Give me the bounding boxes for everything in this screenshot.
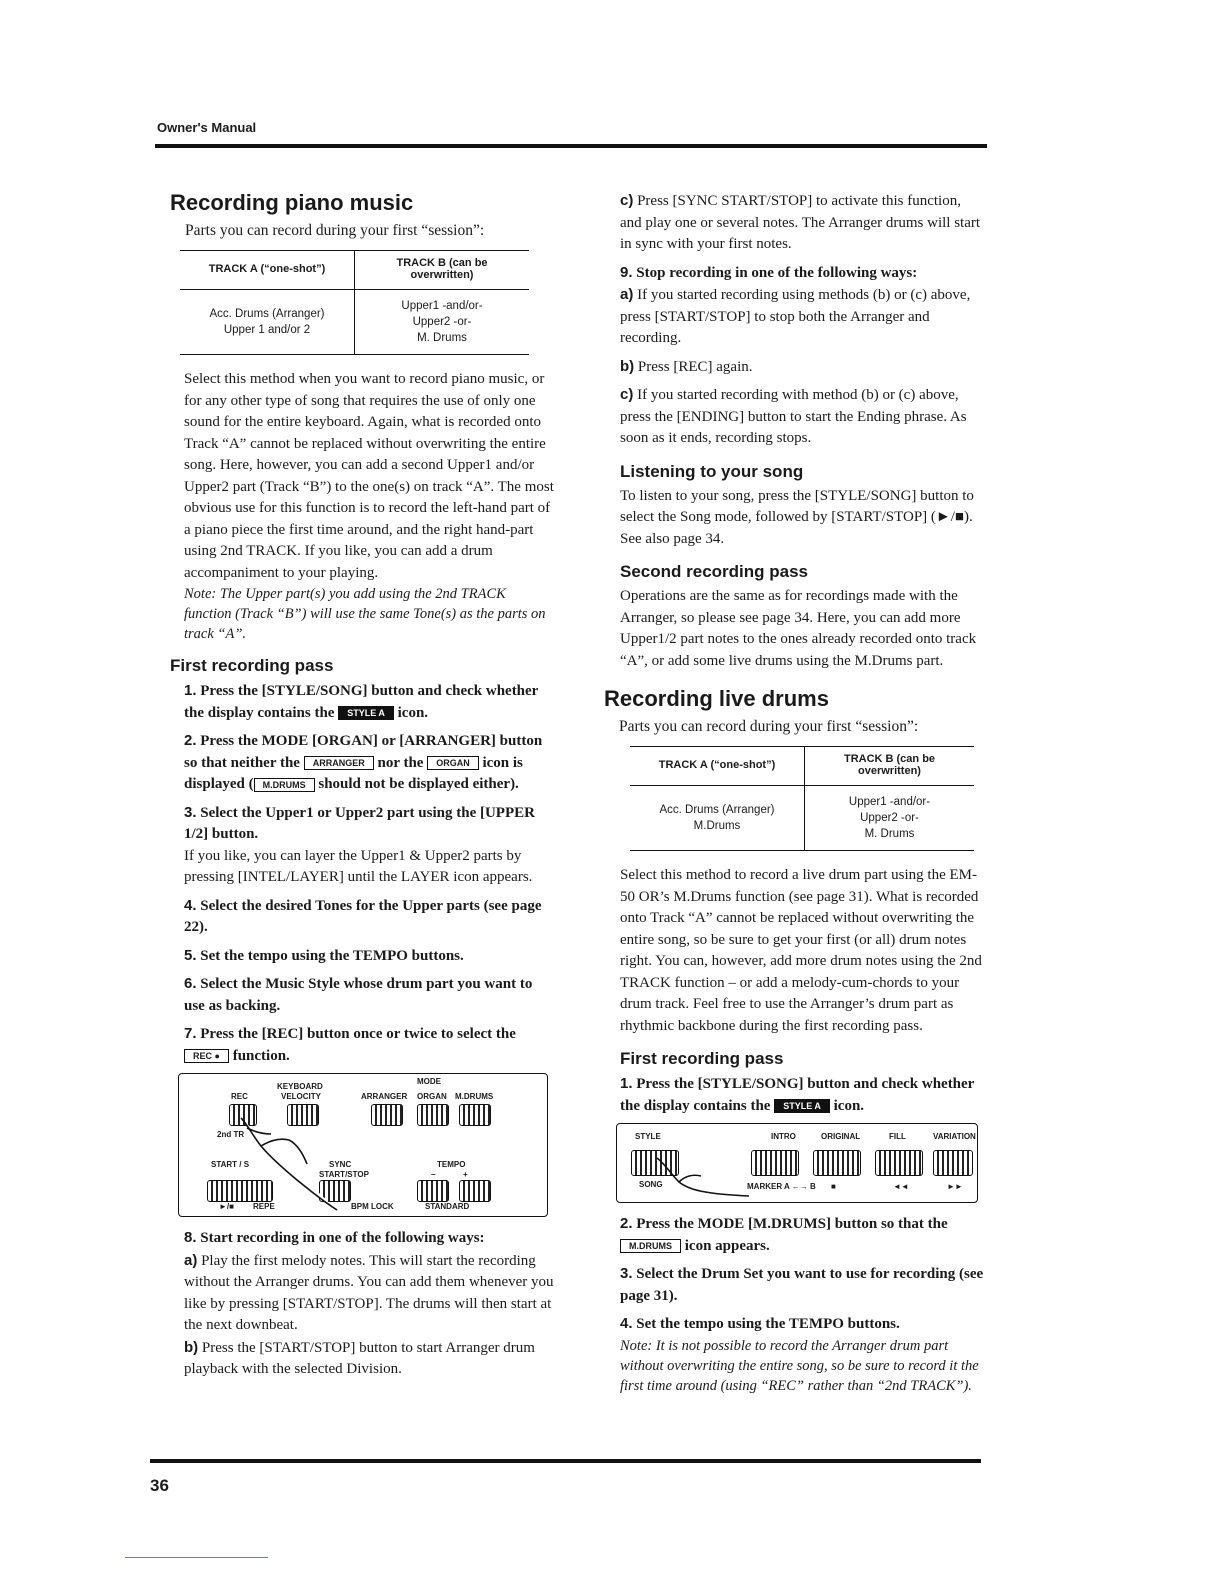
live-drums-lead: Parts you can record during your first “session”: [619,718,919,735]
panel-label: ◄◄ [893,1182,909,1191]
panel-label: ORGAN [417,1092,447,1101]
step-text: Press the [STYLE/SONG] button and check whether the display contains the [184,683,539,721]
drums-step-2 [620,1213,984,1257]
step-number: 4. [184,896,197,914]
step-text: nor the [377,754,424,771]
step-9 [620,262,984,285]
step-number: 4. [620,1315,633,1332]
step-5 [184,945,555,968]
table-header-track-a: TRACK A (“one-shot”) [180,251,355,290]
tempo-plus-button[interactable] [459,1180,491,1202]
step-text: Select the Music Style whose drum part you want to use as backing. [184,976,533,1014]
rec-panel-illustration [178,1073,548,1217]
step-number: 1. [184,682,197,699]
piano-intro: Select this method when you want to record piano music, or for any other type of song that requires the use of only one sound for the entire keyboard. Again, what is recorded onto Track “A” cannot be replaced without overwriting the entire song. Here, however, you can add a second Upper1 and/or Upper2 part (Track “B”) to the one(s) on track “A”. The most obvious use for this function is to record the left-hand part of a piano piece the first time around, and the right hand-part using 2nd TRACK. If you like, you can add a drum accompaniment to your playing. [184,371,554,581]
table-cell-track-a [630,786,805,851]
step-1 [184,680,555,724]
step-6 [184,973,555,1017]
tempo-minus-button[interactable] [417,1180,449,1202]
piano-note: Note: The Upper part(s) you add using the 2nd TRACK function (Track “B”) will use the same Tone(s) as the parts on track “A”. [184,586,546,642]
option-text: Press [SYNC START/STOP] to activate this function, and play one or several notes. The Arranger drums will start in sync with your first notes. [620,193,981,252]
cell-line: Upper1 -and/or- [848,796,931,808]
mdrums-icon: M.DRUMS [620,1239,681,1253]
drums-step-3 [620,1263,984,1307]
step-3-body: If you like, you can layer the Upper1 & Upper2 parts by pressing [INTEL/LAYER] until the LAYER icon appears. [184,847,533,885]
panel-label: SONG [639,1180,663,1189]
panel-label: ■ [831,1182,836,1191]
left-column [170,190,555,1387]
step-8b [184,1337,555,1381]
step-text: Select the desired Tones for the Upper parts (see page 22). [184,897,542,935]
page-number: 36 [150,1476,169,1495]
step-number: 2. [620,1215,633,1232]
step-4 [184,895,555,939]
original-button[interactable] [813,1150,861,1176]
panel-label: START / S [211,1160,250,1169]
table-header-track-b: TRACK B (can be overwritten) [805,747,975,786]
scan-edge-line [125,1557,268,1558]
drums-step-1 [620,1073,984,1117]
step-text: function. [232,1047,290,1064]
section-title-live-drums: Recording live drums [604,686,829,711]
live-drums-text: Select this method to record a live drum part using the EM-50 OR’s M.Drums function (see page 31). What is recorded onto Track “A” cannot be replaced without overwriting the entire song, so be sure to get your first (or all) drum notes right. You can, however, add more drum notes using the 2nd TRACK function – or add a melody-cum-chords to your drum track. Feel free to use the Arranger’s drum part as rhythmic backbone during the first recording pass. [620,867,982,1034]
cell-line: M.Drums [693,820,741,832]
step-8 [184,1227,555,1250]
table-cell-track-a [180,290,355,355]
step-number: 6. [184,975,197,992]
panel-label: – [431,1170,436,1179]
step-9c [620,384,984,450]
style-a-icon: STYLE A [774,1099,830,1113]
option-text: If you started recording using methods (b) or (c) above, press [START/STOP] to stop both the Arranger and recording. [620,287,971,346]
step-text: icon. [397,704,429,721]
piano-lead: Parts you can record during your first “session”: [185,222,485,239]
panel-label: ►/■ [219,1202,234,1211]
table-cell-track-b [355,290,530,355]
option-mark: c) [620,192,634,209]
panel-label: M.DRUMS [455,1092,494,1101]
step-text: icon. [833,1097,865,1114]
live-drums-tracks-table [630,746,974,851]
cell-line: Upper1 -and/or- [401,300,483,312]
option-mark: a) [620,286,634,303]
listening-title: Listening to your song [620,461,804,481]
cell-line: Acc. Drums (Arranger) [209,308,325,320]
organ-icon: ORGAN [427,756,479,770]
panel-label: INTRO [771,1132,796,1141]
first-pass-title-drums: First recording pass [620,1049,784,1068]
header-rule [155,144,987,148]
panel-label: + [463,1170,468,1179]
arranger-button[interactable] [371,1104,403,1126]
step-text: Start recording in one of the following ways: [200,1230,485,1246]
cell-line: Upper2 -or- [412,316,472,328]
mdrums-button[interactable] [459,1104,491,1126]
step-text: Set the tempo using the TEMPO buttons. [200,947,464,964]
rec-icon: REC ● [184,1049,229,1063]
panel-label: MODE [417,1077,441,1086]
drums-note: Note: It is not possible to record the Arranger drum part without overwriting the entire song, so be sure to record it the first time around (using “REC” rather than “2nd TRACK”). [620,1337,979,1394]
panel-label: 2nd TR [217,1130,245,1139]
intro-button[interactable] [751,1150,799,1176]
panel-label: START/STOP [319,1170,369,1179]
panel-label: REC [231,1092,248,1101]
manual-header-label: Owner's Manual [157,120,257,135]
organ-button[interactable] [417,1104,449,1126]
panel-label: BPM LOCK [351,1202,394,1211]
second-pass-text: Operations are the same as for recordings made with the Arranger, so please see page 34. Here, you can add more Upper1/2 part notes to the ones already recorded onto track “A”, or add some live drums using the M.Drums part. [620,588,977,669]
pointing-hand-icon [653,1154,753,1200]
step-text: icon appears. [684,1237,770,1254]
step-number: 3. [184,803,197,821]
panel-label: VELOCITY [281,1092,322,1101]
step-number: 7. [184,1025,197,1042]
step-text: Stop recording in one of the following ways: [636,264,918,281]
table-header-track-a: TRACK A (“one-shot”) [630,747,805,786]
option-text: Press [REC] again. [637,358,753,375]
panel-label: SYNC [329,1160,352,1169]
footer-rule [150,1459,981,1463]
step-8a [184,1250,555,1337]
fill-button[interactable] [875,1150,923,1176]
step-number: 9. [620,263,633,281]
second-pass-title: Second recording pass [620,562,808,581]
step-text: should not be displayed either). [318,776,519,792]
step-text: icon is displayed ( [184,754,523,792]
panel-label: REPE [253,1202,275,1211]
arranger-icon: ARRANGER [304,756,374,770]
cell-line: Upper 1 and/or 2 [223,324,311,336]
panel-label: MARKER A ←→ B [747,1182,816,1191]
step-number: 2. [184,732,197,749]
piano-tracks-table [180,250,529,355]
panel-label: STYLE [635,1132,661,1141]
step-number: 3. [620,1265,633,1282]
style-a-icon: STYLE A [338,706,394,720]
option-text: If you started recording with method (b) or (c) above, press the [ENDING] button to start the Ending phrase. As soon as it ends, recording stops. [620,387,967,446]
panel-label: STANDARD [425,1202,470,1211]
variation-button[interactable] [933,1150,973,1176]
cell-line: Acc. Drums (Arranger) [659,804,775,816]
listening-text: To listen to your song, press the [STYLE/SONG] button to select the Song mode, followed by [START/STOP] (►/■). See also page 34. [620,487,974,547]
panel-label: ORIGINAL [821,1132,861,1141]
drums-step-4 [620,1313,984,1336]
step-text: Press the [STYLE/SONG] button and check whether the display contains the [620,1076,975,1114]
pointing-hand-icon [237,1114,347,1214]
table-header-track-b: TRACK B (can be overwritten) [355,251,530,290]
mdrums-icon: M.DRUMS [254,778,315,792]
option-mark: c) [620,386,634,403]
panel-label: ARRANGER [361,1092,408,1101]
option-mark: b) [620,357,635,375]
panel-label: ►► [947,1182,963,1191]
step-8c [620,190,984,256]
panel-label: TEMPO [437,1160,466,1169]
step-text: Select the Drum Set you want to use for recording (see page 31). [620,1266,984,1304]
step-text: Press the MODE [M.DRUMS] button so that the [636,1216,948,1232]
cell-line: M. Drums [417,332,467,344]
step-text: Select the Upper1 or Upper2 part using the [UPPER 1/2] button. [184,804,535,842]
step-text: Press the MODE [ORGAN] or [ARRANGER] button so that neither the [184,733,543,771]
step-7 [184,1023,555,1067]
step-number: 1. [620,1075,633,1092]
step-number: 8. [184,1229,197,1246]
step-3 [184,802,555,846]
step-9b [620,356,984,379]
option-mark: a) [184,1251,198,1269]
option-text: Play the first melody notes. This will start the recording without the Arranger drums. You can add them whenever you like by pressing [START/STOP]. The drums will then start at the next downbeat. [184,1252,554,1333]
cell-line: M. Drums [864,828,915,840]
step-number: 5. [184,946,197,964]
first-pass-title: First recording pass [170,656,334,675]
step-text: Press the [REC] button once or twice to select the [200,1026,516,1042]
right-column [604,190,984,1402]
table-cell-track-b [805,786,975,851]
step-9a [620,284,984,350]
panel-label: FILL [889,1132,906,1141]
panel-label: KEYBOARD [277,1082,323,1091]
section-title-piano: Recording piano music [170,190,414,215]
step-text: Set the tempo using the TEMPO buttons. [636,1316,900,1332]
panel-label: VARIATION [933,1132,976,1141]
option-mark: b) [184,1338,199,1356]
cell-line: Upper2 -or- [860,812,919,824]
option-text: Press the [START/STOP] button to start Arranger drum playback with the selected Division. [184,1339,535,1377]
step-2 [184,730,555,796]
style-panel-illustration [616,1123,978,1203]
